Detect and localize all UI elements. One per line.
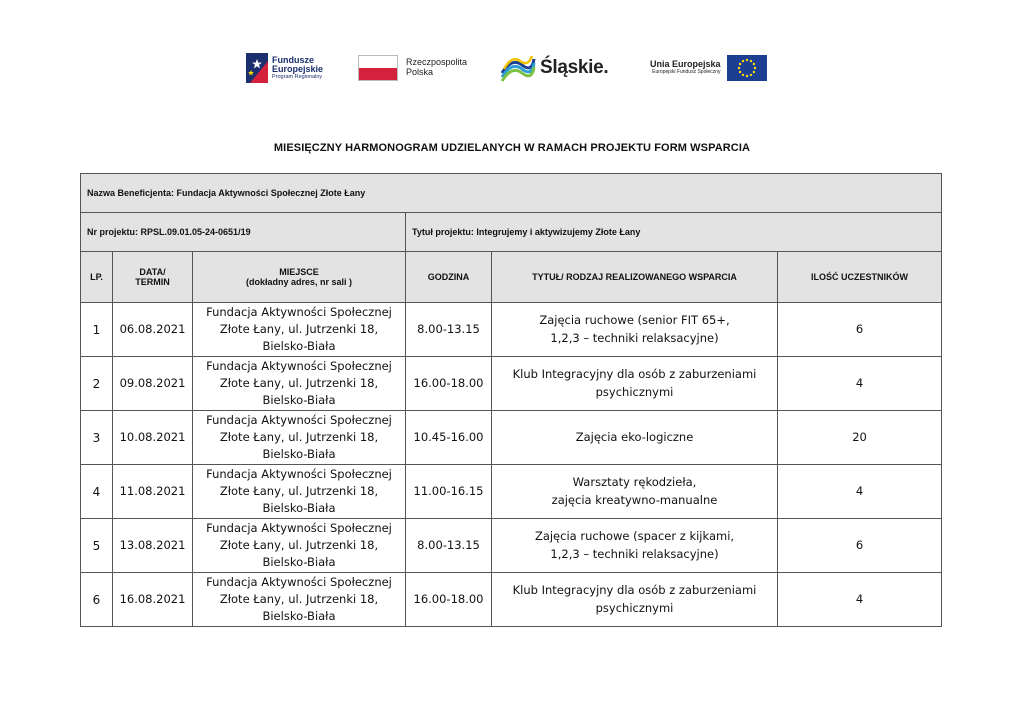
type-line: Zajęcia ruchowe (senior FIT 65+, — [539, 313, 730, 328]
row-lp: 4 — [81, 465, 113, 519]
row-date: 16.08.2021 — [113, 573, 193, 627]
row-count: 6 — [778, 519, 942, 573]
slaskie-logo — [500, 50, 620, 86]
pl-line1: Rzeczpospolita — [406, 57, 468, 68]
header-date-line2: TERMIN — [135, 277, 170, 287]
row-count: 4 — [778, 465, 942, 519]
place-line: Fundacja Aktywności Społecznej — [206, 358, 392, 373]
place-line: Bielsko-Biała — [262, 393, 336, 408]
type-line: Zajęcia ruchowe (spacer z kijkami, — [534, 529, 735, 544]
row-type — [492, 357, 778, 411]
place-line: Fundacja Aktywności Społecznej — [206, 466, 392, 481]
type-line: 1,2,3 – techniki relaksacyjne) — [550, 330, 719, 345]
row-count: 20 — [778, 411, 942, 465]
place-line: Bielsko-Biała — [262, 501, 336, 516]
header-place-line1: MIEJSCE — [279, 267, 319, 277]
eu-flag-icon — [727, 55, 767, 81]
fe-stars-icon — [246, 53, 268, 83]
project-number-cell: Nr projektu: RPSL.09.01.05-24-0651/19 — [81, 213, 406, 252]
table-row — [81, 411, 942, 465]
fundusze-europejskie-logo — [246, 50, 356, 86]
slaskie-waves-icon — [500, 53, 536, 83]
table-row — [81, 357, 942, 411]
rzeczpospolita-logo — [358, 50, 484, 86]
row-lp: 1 — [81, 303, 113, 357]
fe-line1: Fundusze — [272, 54, 314, 65]
row-lp: 6 — [81, 573, 113, 627]
table-row — [81, 573, 942, 627]
place-line: Fundacja Aktywności Społecznej — [206, 412, 392, 427]
row-count: 4 — [778, 357, 942, 411]
row-time: 10.45-16.00 — [406, 411, 492, 465]
header-type: TYTUŁ/ RODZAJ REALIZOWANEGO WSPARCIA — [492, 252, 778, 303]
place-line: Złote Łany, ul. Jutrzenki 18, — [219, 321, 379, 336]
type-line: Klub Integracyjny dla osób z zaburzeniami — [512, 583, 757, 598]
row-date: 10.08.2021 — [113, 411, 193, 465]
row-place — [193, 519, 406, 573]
place-line: Bielsko-Biała — [262, 609, 336, 624]
row-place — [193, 357, 406, 411]
place-line: Złote Łany, ul. Jutrzenki 18, — [219, 591, 379, 606]
row-time: 8.00-13.15 — [406, 519, 492, 573]
type-line: zajęcia kreatywno-manualne — [551, 492, 718, 507]
header-date-line1: DATA/ — [139, 267, 166, 277]
type-line: psychicznymi — [595, 384, 674, 399]
place-line: Fundacja Aktywności Społecznej — [206, 520, 392, 535]
pl-line2: Polska — [406, 67, 434, 77]
fe-line2: Europejskie — [272, 64, 324, 75]
row-date: 09.08.2021 — [113, 357, 193, 411]
table-row — [81, 519, 942, 573]
header-count: ILOŚĆ UCZESTNIKÓW — [778, 252, 942, 303]
type-line: Warsztaty rękodzieła, — [572, 475, 697, 490]
place-line: Złote Łany, ul. Jutrzenki 18, — [219, 537, 379, 552]
place-line: Fundacja Aktywności Społecznej — [206, 574, 392, 589]
place-line: Złote Łany, ul. Jutrzenki 18, — [219, 375, 379, 390]
table-row — [81, 465, 942, 519]
row-count: 4 — [778, 573, 942, 627]
document-title: MIESIĘCZNY HARMONOGRAM UDZIELANYCH W RAMACH PROJEKTU FORM WSPARCIA — [273, 142, 751, 154]
header-place-line2: (dokładny adres, nr sali ) — [245, 277, 353, 287]
row-type — [492, 573, 778, 627]
project-title-cell: Tytuł projektu: Integrujemy i aktywizujemy Złote Łany — [406, 213, 942, 252]
header-time: GODZINA — [406, 252, 492, 303]
row-place — [193, 573, 406, 627]
ue-line1: Unia Europejska — [650, 59, 721, 70]
header-place — [193, 252, 406, 303]
row-place — [193, 303, 406, 357]
place-line: Bielsko-Biała — [262, 339, 336, 354]
row-place — [193, 411, 406, 465]
place-line: Fundacja Aktywności Społecznej — [206, 304, 392, 319]
fe-line3: Program Regionalny — [272, 73, 323, 80]
place-line: Złote Łany, ul. Jutrzenki 18, — [219, 483, 379, 498]
row-date: 11.08.2021 — [113, 465, 193, 519]
row-count: 6 — [778, 303, 942, 357]
row-time: 16.00-18.00 — [406, 573, 492, 627]
row-type — [492, 303, 778, 357]
type-line: psychicznymi — [595, 600, 674, 615]
type-line: 1,2,3 – techniki relaksacyjne) — [550, 546, 719, 561]
row-type — [492, 519, 778, 573]
type-line: Klub Integracyjny dla osób z zaburzeniami — [512, 367, 757, 382]
logo-bar — [246, 50, 778, 86]
type-line: Zajęcia eko-logiczne — [575, 429, 694, 444]
row-time: 8.00-13.15 — [406, 303, 492, 357]
row-place — [193, 465, 406, 519]
table-row — [81, 303, 942, 357]
row-lp: 3 — [81, 411, 113, 465]
row-type — [492, 411, 778, 465]
header-lp: LP. — [81, 252, 113, 303]
row-time: 16.00-18.00 — [406, 357, 492, 411]
beneficiary-cell: Nazwa Beneficjenta: Fundacja Aktywności Społecznej Złote Łany — [81, 174, 942, 213]
row-date: 06.08.2021 — [113, 303, 193, 357]
row-lp: 2 — [81, 357, 113, 411]
row-time: 11.00-16.15 — [406, 465, 492, 519]
place-line: Bielsko-Biała — [262, 555, 336, 570]
slaskie-text: Śląskie. — [540, 57, 609, 78]
place-line: Złote Łany, ul. Jutrzenki 18, — [219, 429, 379, 444]
table-header-row — [81, 252, 942, 303]
poland-flag-icon — [358, 55, 398, 81]
unia-europejska-logo — [650, 50, 780, 86]
header-date — [113, 252, 193, 303]
place-line: Bielsko-Biała — [262, 447, 336, 462]
row-lp: 5 — [81, 519, 113, 573]
schedule-table — [80, 173, 942, 627]
row-date: 13.08.2021 — [113, 519, 193, 573]
row-type — [492, 465, 778, 519]
ue-line2: Europejski Fundusz Społeczny — [652, 69, 721, 76]
